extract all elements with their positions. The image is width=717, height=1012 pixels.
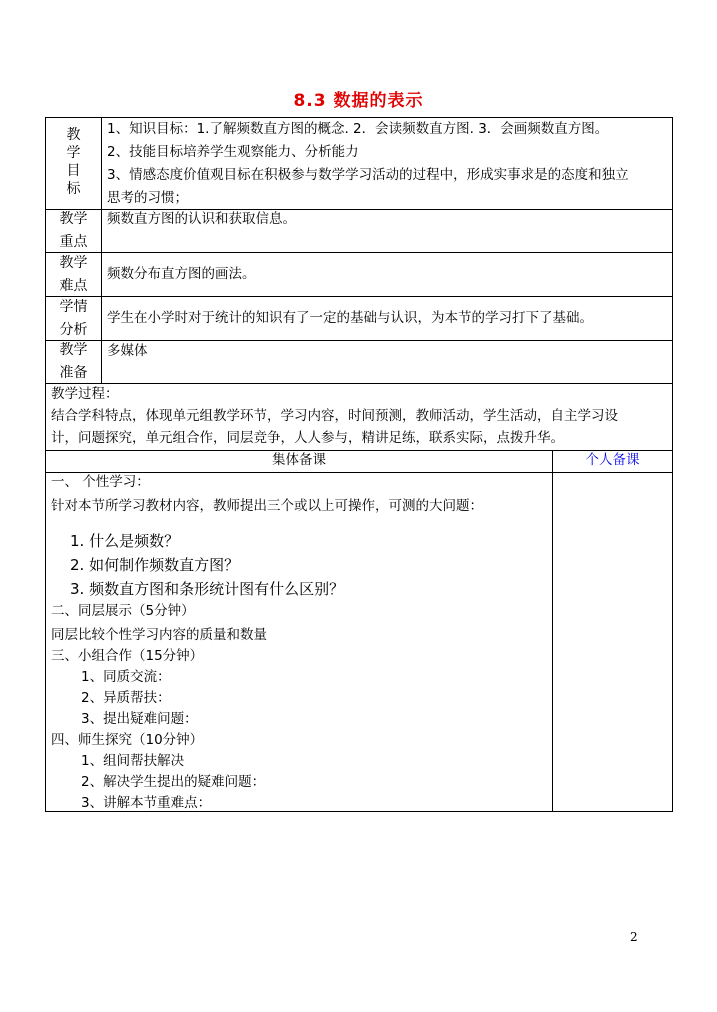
focus-label: 教学 重点: [59, 211, 88, 250]
section-intro: 针对本节所学习教材内容，教师提出三个或以上可操作，可测的大问题：: [51, 498, 483, 514]
goal-attitude: 3、情感态度价值观目标在积极参与数学学习活动的过程中，形成实事求是的态度和独立: [107, 167, 629, 183]
section-title: 一、 个性学习：: [51, 474, 150, 490]
difficulty-label: 教学 难点: [59, 255, 88, 294]
question-list: [51, 529, 549, 601]
process-line: 计，问题探究，单元组合作，同层竞争，人人参与，精讲足练，联系实际，点拨升华。: [51, 430, 564, 446]
goal-skill: 2、技能目标培养学生观察能力、分析能力: [107, 144, 359, 160]
preparation-content: 多媒体: [107, 343, 148, 359]
section-text: 同层比较个性学习内容的质量和数量: [51, 627, 267, 643]
list-item: 3、讲解本节重难点：: [81, 795, 212, 811]
goals-label: 教 学 目 标: [66, 127, 81, 197]
personal-header: 个人备课: [585, 452, 640, 468]
focus-content: 频数直方图的认识和获取信息。: [107, 211, 296, 227]
list-item: 3、提出疑难问题：: [81, 711, 198, 727]
goal-knowledge: 1、知识目标：1.了解频数直方图的概念. 2．会读频数直方图. 3．会画频数直方图。: [107, 121, 609, 137]
page-title: 8.3 数据的表示: [293, 91, 424, 111]
list-item: 2. 如何制作频数直方图？: [70, 556, 240, 574]
list-item: 2、解决学生提出的疑难问题：: [81, 774, 266, 790]
section-title: 二、同层展示（5分钟）: [51, 603, 195, 619]
list-item: 3. 频数直方图和条形统计图有什么区别？: [70, 580, 345, 598]
process-heading: 教学过程：: [51, 386, 119, 402]
collective-header: 集体备课: [272, 452, 326, 468]
list-item: 2、异质帮扶：: [81, 690, 171, 706]
situation-label: 学情 分析: [59, 299, 88, 338]
section-title: 四、师生探究（10分钟）: [51, 732, 204, 748]
situation-content: 学生在小学时对于统计的知识有了一定的基础与认识，为本节的学习打下了基础。: [107, 310, 593, 326]
list-item: 1、组间帮扶解决: [81, 753, 185, 769]
process-content: [51, 383, 671, 449]
goals-content: [107, 118, 671, 210]
preparation-label: 教学 准备: [59, 342, 88, 381]
process-line: 结合学科特点，体现单元组教学环节，学习内容，时间预测，教师活动，学生活动，自主学习设: [51, 408, 618, 424]
goal-attitude-cont: 思考的习惯；: [107, 190, 188, 206]
difficulty-content: 频数分布直方图的画法。: [107, 266, 256, 282]
collective-content: [51, 472, 549, 814]
page-number: 2: [630, 930, 638, 944]
list-item: 1. 什么是频数？: [70, 532, 180, 550]
section-title: 三、小组合作（15分钟）: [51, 648, 204, 664]
list-item: 1、同质交流：: [81, 669, 171, 685]
